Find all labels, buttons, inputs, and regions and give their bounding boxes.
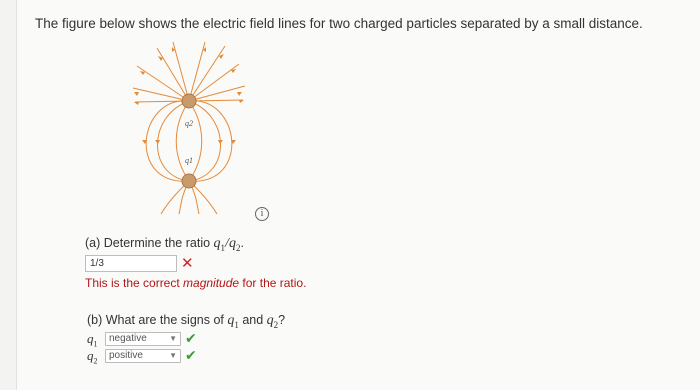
charge-q2 [182,94,196,108]
chevron-down-icon: ▼ [169,351,177,360]
correct-check-icon: ✔ [185,330,197,346]
incorrect-icon: ✕ [181,255,194,272]
ratio-expression: $q_1/q_2$ [213,236,241,253]
sign-select-q1[interactable]: negative ▼ [105,332,181,346]
sign-label-q2: $q_2$ [87,348,98,366]
charge-q1 [182,174,196,188]
label-q1: q1 [185,156,193,165]
sign-select-q2[interactable]: positive ▼ [105,349,181,363]
part-b-prompt: (b) What are the signs of $q_1$ and $q_2$? [87,313,286,330]
ratio-answer-input[interactable]: 1/3 [85,255,177,272]
info-icon[interactable]: i [255,207,269,221]
part-b-label: (b) What are the signs of [87,313,224,327]
sign-label-q1: $q_1$ [87,331,98,349]
electric-field-figure [117,36,267,216]
part-a-prompt: (a) Determine the ratio $q_1/q_2$. [85,236,244,253]
part-a-label: (a) Determine the ratio [85,236,211,250]
question-panel [16,0,700,390]
part-a-feedback: This is the correct magnitude for the ratio. [85,276,307,290]
chevron-down-icon: ▼ [169,334,177,343]
label-q2: q2 [185,119,193,128]
correct-check-icon: ✔ [185,347,197,363]
question-text: The figure below shows the electric field lines for two charged particles separated by a small distance. [35,16,643,31]
